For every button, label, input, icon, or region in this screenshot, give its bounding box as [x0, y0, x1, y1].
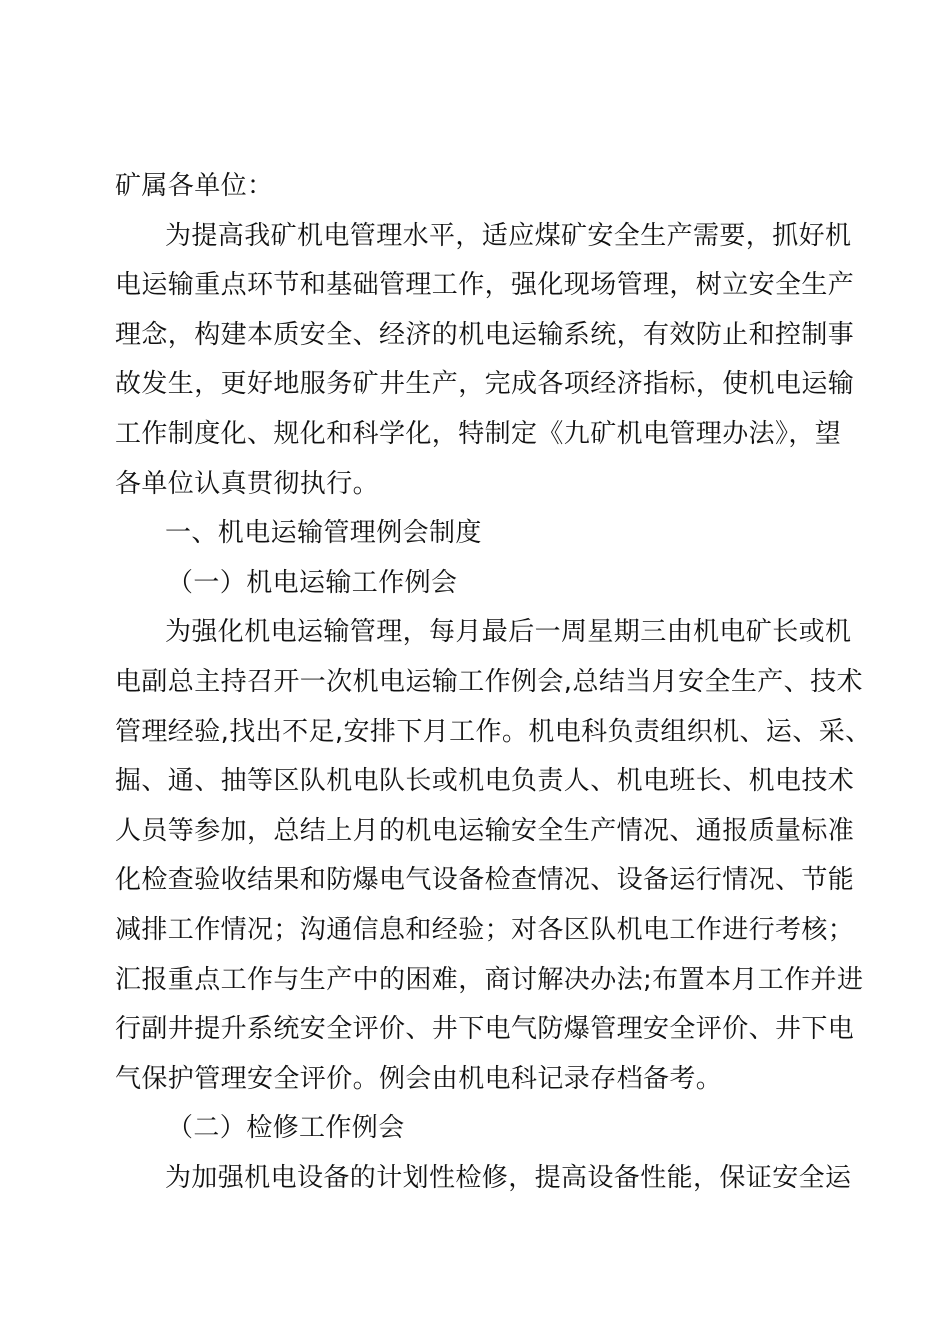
paragraph-line: 为加强机电设备的计划性检修，提高设备性能，保证安全运 [165, 1162, 852, 1193]
paragraph-line: 掘、通、抽等区队机电队长或机电负责人、机电班长、机电技术 [115, 766, 855, 797]
paragraph-line: 减排工作情况；沟通信息和经验；对各区队机电工作进行考核； [115, 914, 855, 945]
paragraph-line: 汇报重点工作与生产中的困难，商讨解决办法;布置本月工作并进 [115, 964, 864, 995]
paragraph-line: 电运输重点环节和基础管理工作，强化现场管理，树立安全生产 [115, 270, 855, 301]
paragraph-line: 电副总主持召开一次机电运输工作例会,总结当月安全生产、技术 [115, 666, 863, 697]
paragraph-line: 故发生，更好地服务矿井生产，完成各项经济指标，使机电运输 [115, 369, 855, 400]
paragraph-line: 工作制度化、规化和科学化，特制定《九矿机电管理办法》，望 [115, 418, 842, 449]
section-heading: 一、机电运输管理例会制度 [165, 518, 482, 549]
subsection-heading: （二）检修工作例会 [167, 1113, 405, 1144]
paragraph-line: 行副井提升系统安全评价、井下电气防爆管理安全评价、井下电 [115, 1014, 855, 1045]
salutation: 矿属各单位： [115, 171, 274, 201]
paragraph-line: 化检查验收结果和防爆电气设备检查情况、设备运行情况、节能 [115, 865, 855, 896]
paragraph-line: 气保护管理安全评价。例会由机电科记录存档备考。 [115, 1063, 723, 1094]
paragraph-line: 各单位认真贯彻执行。 [115, 468, 380, 499]
paragraph-line: 为提高我矿机电管理水平，适应煤矿安全生产需要，抓好机 [165, 220, 852, 251]
paragraph-line: 理念，构建本质安全、经济的机电运输系统，有效防止和控制事 [115, 319, 855, 350]
subsection-heading: （一）机电运输工作例会 [167, 567, 458, 598]
paragraph-line: 为强化机电运输管理，每月最后一周星期三由机电矿长或机 [165, 617, 852, 648]
paragraph-line: 人员等参加，总结上月的机电运输安全生产情况、通报质量标准 [115, 815, 855, 846]
document-body [115, 162, 872, 1203]
paragraph-line: 管理经验,找出不足,安排下月工作。机电科负责组织机、运、采、 [115, 716, 872, 747]
